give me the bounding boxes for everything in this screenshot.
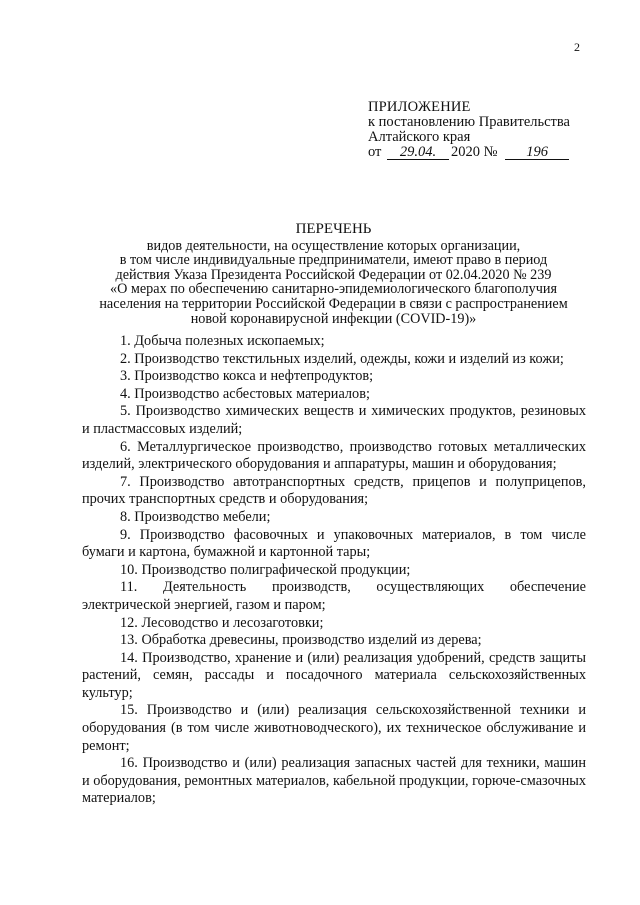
list-item: 12. Лесоводство и лесозаготовки; <box>120 614 324 631</box>
list-item: 8. Производство мебели; <box>120 508 271 525</box>
title-line: действия Указа Президента Российской Федерации от 02.04.2020 № 239 <box>115 266 552 283</box>
activity-list <box>82 333 586 808</box>
list-item: 2. Производство текстильных изделий, одежды, кожи и изделий из кожи; <box>120 350 564 367</box>
document-number: 196 <box>505 146 569 160</box>
title-block <box>82 222 585 326</box>
list-item: 15. Производство и (или) реализация сельскохозяйственной техники и оборудования (в том числе животноводческого), их техническое обслуживание и ремонт; <box>82 702 586 754</box>
date-prefix: от <box>368 144 382 160</box>
document-title: ПЕРЕЧЕНЬ <box>295 221 372 237</box>
list-item: 1. Добыча полезных ископаемых; <box>120 333 325 349</box>
list-item: 5. Производство химических веществ и химических продуктов, резиновых и пластмассовых изделий; <box>82 403 586 437</box>
list-item: 11. Деятельность производств, осуществляющих обеспечение электрической энергией, газом и паром; <box>82 579 586 613</box>
list-item: 6. Металлургическое производство, производство готовых металлических изделий, электрического оборудования и аппаратуры, машин и оборудования; <box>82 438 586 473</box>
list-item: 7. Производство автотранспортных средств, прицепов и полуприцепов, прочих транспортных средств и оборудования; <box>82 473 586 508</box>
list-item: 3. Производство кокса и нефтепродуктов; <box>120 368 374 385</box>
list-item: 10. Производство полиграфической продукции; <box>120 561 411 578</box>
appendix-line-1: к постановлению Правительства <box>368 114 570 130</box>
title-line: «О мерах по обеспечению санитарно-эпидемиологического благополучия <box>110 281 557 298</box>
appendix-block <box>368 100 618 160</box>
appendix-date-line <box>368 145 618 160</box>
appendix-heading: ПРИЛОЖЕНИЕ <box>368 99 471 115</box>
title-line: новой коронавирусной инфекции (COVID-19)» <box>190 310 477 327</box>
appendix-line-2: Алтайского края <box>368 129 471 145</box>
list-item: 9. Производство фасовочных и упаковочных материалов, в том числе бумаги и картона, бумажной и картонной тары; <box>82 526 586 561</box>
list-item: 14. Производство, хранение и (или) реализация удобрений, средств защиты растений, семян, рассады и посадочного материала сельскохозяйственных культур; <box>82 649 586 701</box>
list-item: 4. Производство асбестовых материалов; <box>120 385 370 402</box>
list-item: 13. Обработка древесины, производство изделий из дерева; <box>120 632 482 649</box>
list-item: 16. Производство и (или) реализация запасных частей для техники, машин и оборудования, ремонтных материалов, кабельной продукции, горюче-смазочных материалов; <box>82 755 586 807</box>
title-line: в том числе индивидуальные предприниматели, имеют право в период <box>119 252 548 269</box>
year: 2020 <box>451 144 481 160</box>
date-value: 29.04. <box>387 146 449 160</box>
page-number: 2 <box>574 40 580 54</box>
title-line: видов деятельности, на осуществление которых организации, <box>146 237 521 254</box>
number-sign: № <box>483 144 498 160</box>
title-line: населения на территории Российской Федерации в связи с распространением <box>99 295 568 312</box>
